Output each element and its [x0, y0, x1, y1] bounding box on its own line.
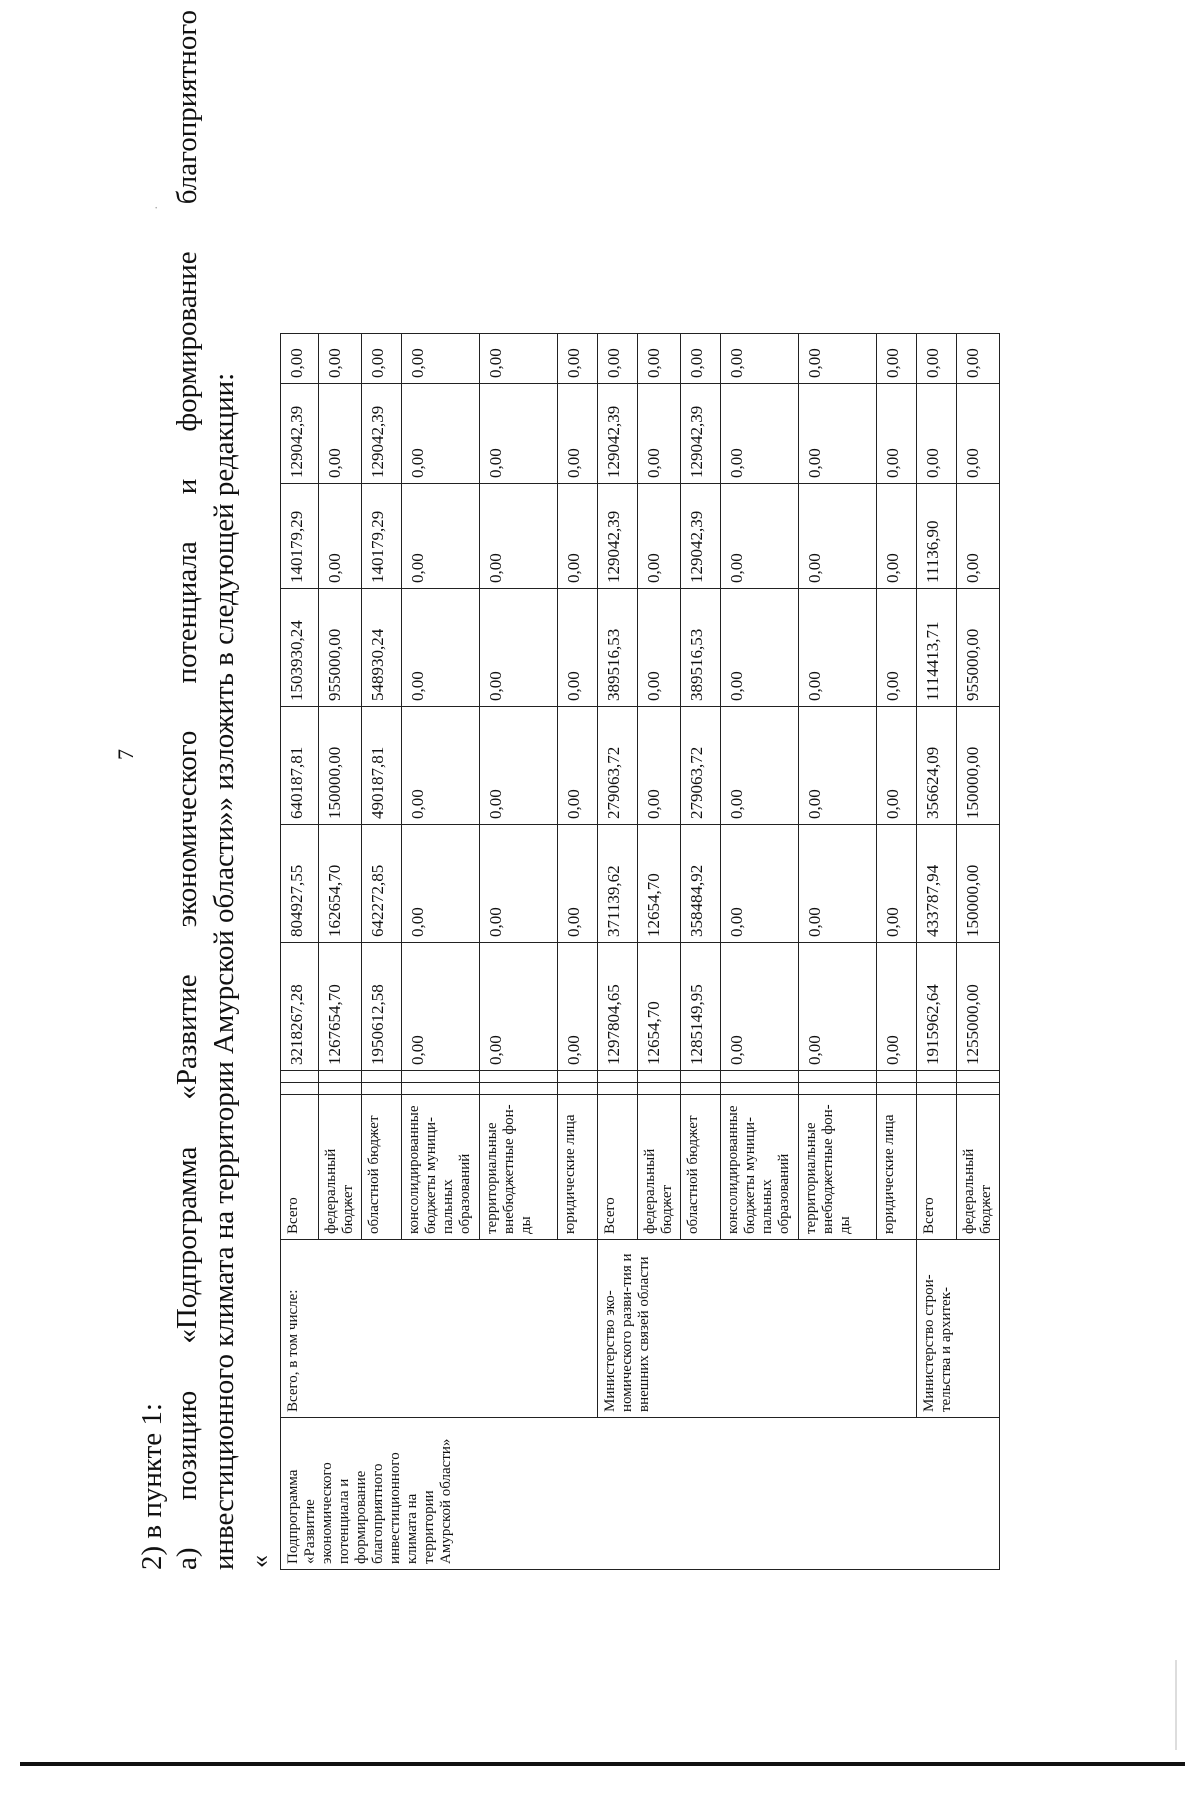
amount-cell: 12654,70 — [638, 825, 681, 943]
amount-cell: 129042,39 — [681, 384, 721, 484]
amount-cell: 0,00 — [558, 484, 598, 589]
amount-cell: 0,00 — [957, 334, 1000, 384]
empty-cell — [681, 1071, 721, 1083]
empty-cell — [480, 1071, 558, 1083]
amount-cell: 371139,62 — [598, 825, 638, 943]
empty-cell — [917, 1083, 957, 1095]
empty-cell — [638, 1083, 681, 1095]
amount-cell: 1255000,00 — [957, 943, 1000, 1071]
amount-cell: 0,00 — [638, 589, 681, 707]
amount-cell: 0,00 — [558, 707, 598, 825]
amount-cell: 0,00 — [402, 484, 480, 589]
quote-open: « — [245, 1555, 274, 1568]
executor-cell: Всего, в том числе: — [281, 1240, 598, 1418]
amount-cell: 0,00 — [877, 484, 917, 589]
amount-cell: 0,00 — [721, 589, 799, 707]
amount-cell: 129042,39 — [362, 384, 402, 484]
amount-cell: 0,00 — [558, 589, 598, 707]
heading-word: экономического — [171, 730, 203, 928]
amount-cell: 0,00 — [877, 589, 917, 707]
amount-cell: 140179,29 — [281, 484, 319, 589]
amount-cell: 356624,09 — [917, 707, 957, 825]
amount-cell: 150000,00 — [957, 707, 1000, 825]
empty-cell — [721, 1071, 799, 1083]
amount-cell: 0,00 — [799, 384, 877, 484]
amount-cell: 150000,00 — [957, 825, 1000, 943]
amount-cell: 804927,55 — [281, 825, 319, 943]
amount-cell: 0,00 — [681, 334, 721, 384]
empty-cell — [799, 1071, 877, 1083]
program-name-cell: Подпрограмма «Развитие экономического потенциала и формирование благоприятного инвестиционного климата на территории Амурской области» — [281, 1418, 1000, 1570]
funding-source-cell: областной бюджет — [681, 1095, 721, 1240]
scan-dot: · — [150, 205, 165, 210]
page-number: 7 — [113, 749, 138, 760]
amount-cell: 0,00 — [957, 384, 1000, 484]
table-row — [917, 334, 957, 1570]
amount-cell: 0,00 — [721, 484, 799, 589]
amount-cell: 0,00 — [402, 707, 480, 825]
amount-cell: 0,00 — [402, 943, 480, 1071]
empty-cell — [402, 1071, 480, 1083]
amount-cell: 0,00 — [721, 334, 799, 384]
amount-cell: 642272,85 — [362, 825, 402, 943]
amount-cell: 389516,53 — [598, 589, 638, 707]
amount-cell: 433787,94 — [917, 825, 957, 943]
amount-cell: 0,00 — [319, 384, 362, 484]
amount-cell: 0,00 — [799, 589, 877, 707]
amount-cell: 0,00 — [402, 589, 480, 707]
empty-cell — [319, 1083, 362, 1095]
empty-cell — [319, 1071, 362, 1083]
funding-source-cell: Всего — [917, 1095, 957, 1240]
amount-cell: 0,00 — [721, 943, 799, 1071]
empty-cell — [281, 1071, 319, 1083]
amount-cell: 389516,53 — [681, 589, 721, 707]
empty-cell — [598, 1071, 638, 1083]
amount-cell: 1285149,95 — [681, 943, 721, 1071]
scan-mark — [1175, 1660, 1177, 1750]
empty-cell — [638, 1071, 681, 1083]
executor-cell: Министерство эко-номического разви-тия и внешних связей области — [598, 1240, 917, 1418]
amount-cell: 0,00 — [877, 384, 917, 484]
amount-cell: 955000,00 — [319, 589, 362, 707]
heading-word: потенциала — [171, 541, 203, 684]
heading-word: и — [171, 478, 203, 495]
amount-cell: 0,00 — [319, 334, 362, 384]
amount-cell: 640187,81 — [281, 707, 319, 825]
heading-word: формирование — [171, 251, 203, 432]
amount-cell: 0,00 — [402, 334, 480, 384]
heading-line-1: 2) в пункте 1: — [136, 1403, 168, 1570]
amount-cell: 0,00 — [799, 825, 877, 943]
amount-cell: 0,00 — [799, 943, 877, 1071]
table-row — [598, 334, 638, 1570]
amount-cell: 1267654,70 — [319, 943, 362, 1071]
amount-cell: 279063,72 — [598, 707, 638, 825]
amount-cell: 0,00 — [638, 334, 681, 384]
amount-cell: 129042,39 — [681, 484, 721, 589]
amount-cell: 0,00 — [917, 384, 957, 484]
amount-cell: 0,00 — [480, 943, 558, 1071]
bottom-rule — [20, 1762, 1185, 1766]
amount-cell: 0,00 — [877, 943, 917, 1071]
funding-source-cell: федеральный бюджет — [319, 1095, 362, 1240]
amount-cell: 548930,24 — [362, 589, 402, 707]
amount-cell: 162654,70 — [319, 825, 362, 943]
heading-word: благоприятного — [171, 10, 203, 205]
amount-cell: 0,00 — [480, 707, 558, 825]
amount-cell: 129042,39 — [598, 484, 638, 589]
funding-table — [280, 333, 1000, 1570]
amount-cell: 0,00 — [638, 707, 681, 825]
amount-cell: 140179,29 — [362, 484, 402, 589]
table-body — [281, 334, 1000, 1570]
funding-source-cell: областной бюджет — [362, 1095, 402, 1240]
funding-source-cell: Всего — [598, 1095, 638, 1240]
amount-cell: 0,00 — [480, 825, 558, 943]
empty-cell — [480, 1083, 558, 1095]
funding-source-cell: территориальные внебюджетные фон-ды — [480, 1095, 558, 1240]
empty-cell — [558, 1083, 598, 1095]
amount-cell: 279063,72 — [681, 707, 721, 825]
funding-source-cell: федеральный бюджет — [638, 1095, 681, 1240]
amount-cell: 0,00 — [721, 825, 799, 943]
empty-cell — [917, 1071, 957, 1083]
amount-cell: 0,00 — [721, 707, 799, 825]
funding-source-cell: консолидированные бюджеты муници-пальных образований — [721, 1095, 799, 1240]
amount-cell: 0,00 — [799, 707, 877, 825]
empty-cell — [957, 1071, 1000, 1083]
empty-cell — [281, 1083, 319, 1095]
amount-cell: 3218267,28 — [281, 943, 319, 1071]
heading-word: позицию — [171, 1390, 203, 1501]
amount-cell: 0,00 — [480, 589, 558, 707]
amount-cell: 0,00 — [721, 384, 799, 484]
amount-cell: 358484,92 — [681, 825, 721, 943]
amount-cell: 0,00 — [480, 384, 558, 484]
amount-cell: 1503930,24 — [281, 589, 319, 707]
executor-cell: Министерство строи-тельства и архитек- — [917, 1240, 1000, 1418]
amount-cell: 0,00 — [799, 484, 877, 589]
empty-cell — [721, 1083, 799, 1095]
amount-cell: 0,00 — [877, 825, 917, 943]
heading-word: «Подпрограмма — [171, 1146, 203, 1344]
amount-cell: 0,00 — [402, 384, 480, 484]
empty-cell — [799, 1083, 877, 1095]
amount-cell: 150000,00 — [319, 707, 362, 825]
amount-cell: 0,00 — [402, 825, 480, 943]
amount-cell: 0,00 — [558, 825, 598, 943]
heading-line-2 — [170, 10, 204, 1570]
funding-source-cell: консолидированные бюджеты муници-пальных образований — [402, 1095, 480, 1240]
funding-source-cell: Всего — [281, 1095, 319, 1240]
empty-cell — [877, 1083, 917, 1095]
heading-line-3: инвестиционного климата на территории Амурской области»» изложить в следующей редакции: — [208, 372, 240, 1570]
empty-cell — [362, 1083, 402, 1095]
amount-cell: 129042,39 — [281, 384, 319, 484]
amount-cell: 129042,39 — [598, 384, 638, 484]
amount-cell: 1297804,65 — [598, 943, 638, 1071]
amount-cell: 0,00 — [558, 943, 598, 1071]
rotated-page — [113, 0, 1165, 1590]
amount-cell: 490187,81 — [362, 707, 402, 825]
funding-source-cell: федеральный бюджет — [957, 1095, 1000, 1240]
heading-word: «Развитие — [171, 974, 203, 1100]
amount-cell: 11136,90 — [917, 484, 957, 589]
amount-cell: 0,00 — [598, 334, 638, 384]
amount-cell: 0,00 — [480, 334, 558, 384]
empty-cell — [957, 1083, 1000, 1095]
amount-cell: 0,00 — [480, 484, 558, 589]
amount-cell: 12654,70 — [638, 943, 681, 1071]
amount-cell: 1950612,58 — [362, 943, 402, 1071]
amount-cell: 1114413,71 — [917, 589, 957, 707]
empty-cell — [362, 1071, 402, 1083]
amount-cell: 0,00 — [877, 334, 917, 384]
amount-cell: 1915962,64 — [917, 943, 957, 1071]
amount-cell: 0,00 — [319, 484, 362, 589]
empty-cell — [558, 1071, 598, 1083]
empty-cell — [681, 1083, 721, 1095]
table-row — [281, 334, 319, 1570]
funding-source-cell: юридические лица — [558, 1095, 598, 1240]
amount-cell: 0,00 — [558, 334, 598, 384]
heading-word: а) — [171, 1547, 203, 1570]
amount-cell: 0,00 — [362, 334, 402, 384]
amount-cell: 0,00 — [558, 384, 598, 484]
empty-cell — [877, 1071, 917, 1083]
amount-cell: 0,00 — [877, 707, 917, 825]
empty-cell — [402, 1083, 480, 1095]
amount-cell: 0,00 — [917, 334, 957, 384]
amount-cell: 0,00 — [638, 484, 681, 589]
amount-cell: 0,00 — [799, 334, 877, 384]
empty-cell — [598, 1083, 638, 1095]
amount-cell: 0,00 — [281, 334, 319, 384]
amount-cell: 0,00 — [638, 384, 681, 484]
funding-source-cell: территориальные внебюджетные фон-ды — [799, 1095, 877, 1240]
funding-source-cell: юридические лица — [877, 1095, 917, 1240]
amount-cell: 0,00 — [957, 484, 1000, 589]
amount-cell: 955000,00 — [957, 589, 1000, 707]
